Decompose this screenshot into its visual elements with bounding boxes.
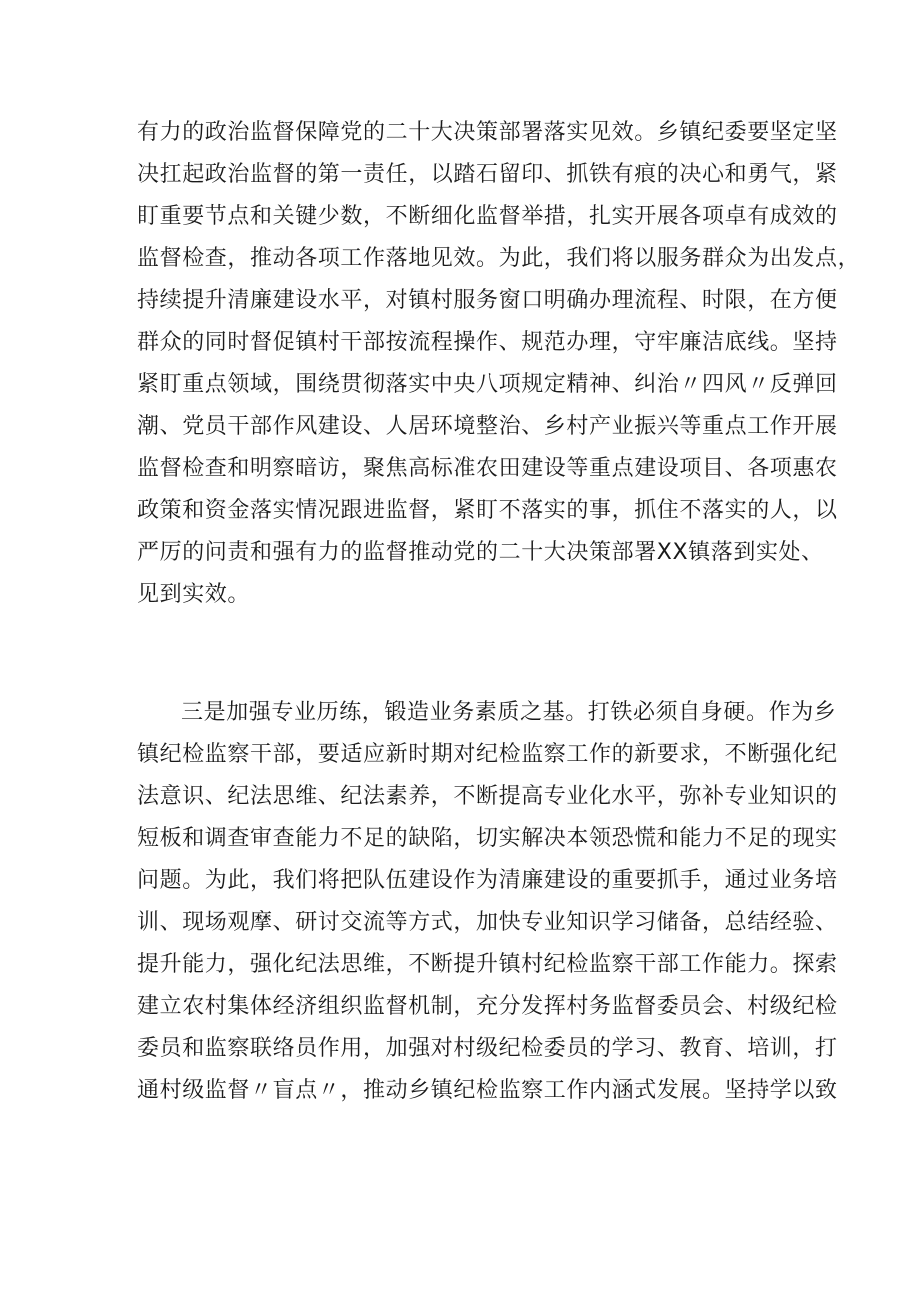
text-line: 潮、党员干部作风建设、人居环境整治、乡村产业振兴等重点工作开展 <box>137 414 838 439</box>
text-line: 政策和资金落实情况跟进监督，紧盯不落实的事，抓住不落实的人，以 <box>137 498 838 523</box>
paragraph-continued <box>137 112 861 616</box>
text-line: 群众的同时督促镇村干部按流程操作、规范办理，守牢廉洁底线。坚持 <box>137 330 838 355</box>
text-line: 监督检查和明察暗访，聚焦高标准农田建设等重点建设项目、各项惠农 <box>137 456 838 481</box>
text-line: 盯重要节点和关键少数，不断细化监督举措，扎实开展各项卓有成效的 <box>137 204 838 229</box>
text-line: 建立农村集体经济组织监督机制，充分发挥村务监督委员会、村级纪检 <box>137 994 838 1019</box>
text-line: 见到实效。 <box>137 582 251 607</box>
text-line: 问题。为此，我们将把队伍建设作为清廉建设的重要抓手，通过业务培 <box>137 868 838 893</box>
text-line: 法意识、纪法思维、纪法素养，不断提高专业化水平，弥补专业知识的 <box>137 784 838 809</box>
text-line: 三是加强专业历练，锻造业务素质之基。打铁必须自身硬。作为乡 <box>181 700 837 725</box>
text-line: 紧盯重点领域，围绕贯彻落实中央八项规定精神、纠治〃四风〃反弹回 <box>137 372 838 397</box>
text-line: 严厉的问责和强有力的监督推动党的二十大决策部署XX镇落到实处、 <box>137 540 824 565</box>
text-line: 监督检查，推动各项工作落地见效。为此，我们将以服务群众为出发点， <box>137 246 861 271</box>
text-line: 通村级监督〃盲点〃，推动乡镇纪检监察工作内涵式发展。坚持学以致 <box>137 1078 838 1103</box>
paragraph-point-three <box>137 692 838 1112</box>
text-line: 委员和监察联络员作用，加强对村级纪检委员的学习、教育、培训，打 <box>137 1036 838 1061</box>
text-line: 镇纪检监察干部，要适应新时期对纪检监察工作的新要求，不断强化纪 <box>137 742 838 767</box>
text-line: 短板和调查审查能力不足的缺陷，切实解决本领恐慌和能力不足的现实 <box>137 826 838 851</box>
text-line: 决扛起政治监督的第一责任，以踏石留印、抓铁有痕的决心和勇气，紧 <box>137 162 838 187</box>
text-line: 训、现场观摩、研讨交流等方式，加快专业知识学习储备，总结经验、 <box>137 910 838 935</box>
text-line: 持续提升清廉建设水平，对镇村服务窗口明确办理流程、时限，在方便 <box>137 288 838 313</box>
text-line: 提升能力，强化纪法思维，不断提升镇村纪检监察干部工作能力。探索 <box>137 952 838 977</box>
text-line: 有力的政治监督保障党的二十大决策部署落实见效。乡镇纪委要坚定坚 <box>137 120 838 145</box>
